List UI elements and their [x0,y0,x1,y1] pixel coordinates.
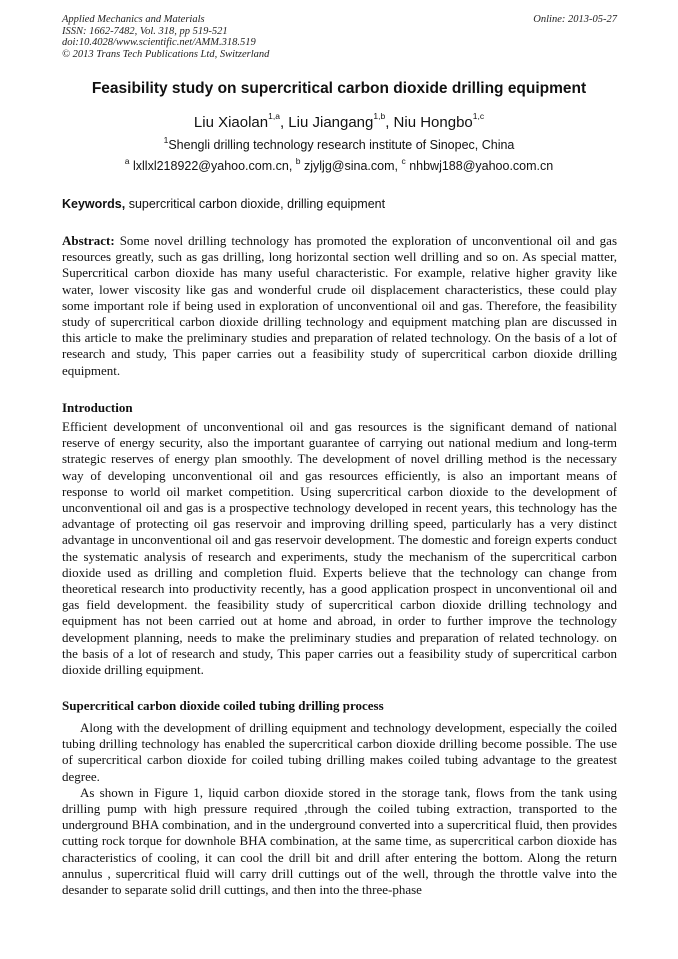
copyright-line: © 2013 Trans Tech Publications Ltd, Switzerland [62,48,270,60]
introduction-paragraph: Efficient development of unconventional oil and gas resources is the significant demand of national reserve of energy security, also the important guarantee of carrying out national medium and long-term strategic reserves of energy plan smoothly. The development of novel drilling method is the necessary way of developing unconventional oil and gas resources efficiently, is also an important means of response to world oil market competition. Using supercritical carbon dioxide to the development of unconventional oil and gas is a prospective technology developed in recent years, this technology has the advantage of protecting oil gas reservoir and improving drilling speed, particularly has a very distinct advantage in unconventional oil and gas reservoir development. The domestic and foreign experts conduct the systematic analysis of research and experiments, study the mechanism of the supercritical carbon dioxide used as drilling and completion fluid. Experts believe that the technology can change from theoretical research into productivity recently, has a good application prospect in unconventional oil and gas field development. the feasibility study of supercritical carbon dioxide drilling technology and equipment has not been carried out at home and abroad, in order to further improve the technology development planning, needs to make the preliminary studies and preparation of related technology. on the basis of a lot of research and study, This paper carries out a feasibility study of supercritical carbon dioxide drilling equipment. [62,419,617,678]
journal-name: Applied Mechanics and Materials [62,14,205,25]
author-sup: 1,b [373,111,386,121]
abstract-label: Abstract: [62,233,115,248]
issn-line: ISSN: 1662-7482, Vol. 318, pp 519-521 [62,25,228,37]
email-sup: c [401,156,406,166]
author-name: Niu Hongbo [393,114,473,131]
email-list: $^a$ lxllxl218922@yahoo.com.cn, $^b$ zjyljg@sina.com, $^c$ nhbwj188@yahoo.com.cn [124,156,554,173]
email-address: nhbwj188@yahoo.com.cn [409,159,554,173]
author-sup: 1,a [268,111,280,121]
affiliation-text: Shengli drilling technology research institute of Sinopec, China [168,138,515,152]
abstract-text: Some novel drilling technology has promoted the exploration of unconventional oil and gas resources greatly, such as gas drilling, long horizontal section well drilling and so on. As special matter, Supercritical carbon dioxide has many useful characteristic. For example, relative higher gravity like water, lower viscosity like gas and wonderful crude oil displacement characteristics, these could play some important role if being used in exploration of unconventional oil and gas. Therefore, the feasibility study of supercritical carbon dioxide drilling technology and equipment matching plan are discussed in this article to make the preliminary studies and preparation of related technology. On the basis of a lot of research and study, This paper carries out a feasibility study of supercritical carbon dioxide drilling equipment. [62,233,617,378]
doi-line: doi:10.4028/www.scientific.net/AMM.318.519 [62,37,256,48]
section-body [62,720,617,898]
email-sup: b [295,156,301,166]
introduction-heading: Introduction [62,400,133,415]
journal-header [62,14,617,60]
author-name: Liu Xiaolan [193,114,269,131]
section-heading: Supercritical carbon dioxide coiled tubing drilling process [62,698,384,713]
section-paragraph: Along with the development of drilling equipment and technology development, especially the coiled tubing drilling technology has enabled the supercritical carbon dioxide drilling become possible. The use of supercritical carbon dioxide for coiled tubing drilling makes coiled tubing advantage to the greatest degree. [62,720,617,784]
affiliation [40,135,638,152]
keywords-label: Keywords, [62,197,126,211]
author-list: Liu Xiaolan$^{1,a}$, Liu Jiangang$^{1,b}$, Niu Hongbo$^{1,c}$ [193,111,485,131]
keywords [62,197,617,211]
affiliation-sup: 1 [163,135,169,145]
email-address: lxllxl218922@yahoo.com.cn [132,159,289,173]
keywords-text: supercritical carbon dioxide, drilling equipment [128,197,386,211]
author-name: Liu Jiangang [288,114,374,131]
section-paragraph: As shown in Figure 1, liquid carbon dioxide stored in the storage tank, flows from the tank using drilling pump with high pressure required ,through the coiled tubing extraction, transported to the underground BHA combination, and in the underground converted into a supercritical fluid, then provides cutting rock torque for downhole BHA combination, at the same time, as supercritical carbon dioxide has characteristics of cooling, it can cool the drill bit and drill after entering the bottom. Along the return annulus , supercritical fluid will carry drill cuttings out of the well, through the throttle valve into the desander to separate solid drill cuttings, and then into the three-phase [62,784,617,898]
online-date: Online: 2013-05-27 [533,14,617,25]
email-sup: a [124,156,130,166]
paper-title: Feasibility study on supercritical carbon dioxide drilling equipment [91,80,587,97]
introduction-body [62,419,617,678]
email-address: zjyljg@sina.com [304,159,395,173]
abstract [62,233,617,379]
author-sup: 1,c [472,111,485,121]
